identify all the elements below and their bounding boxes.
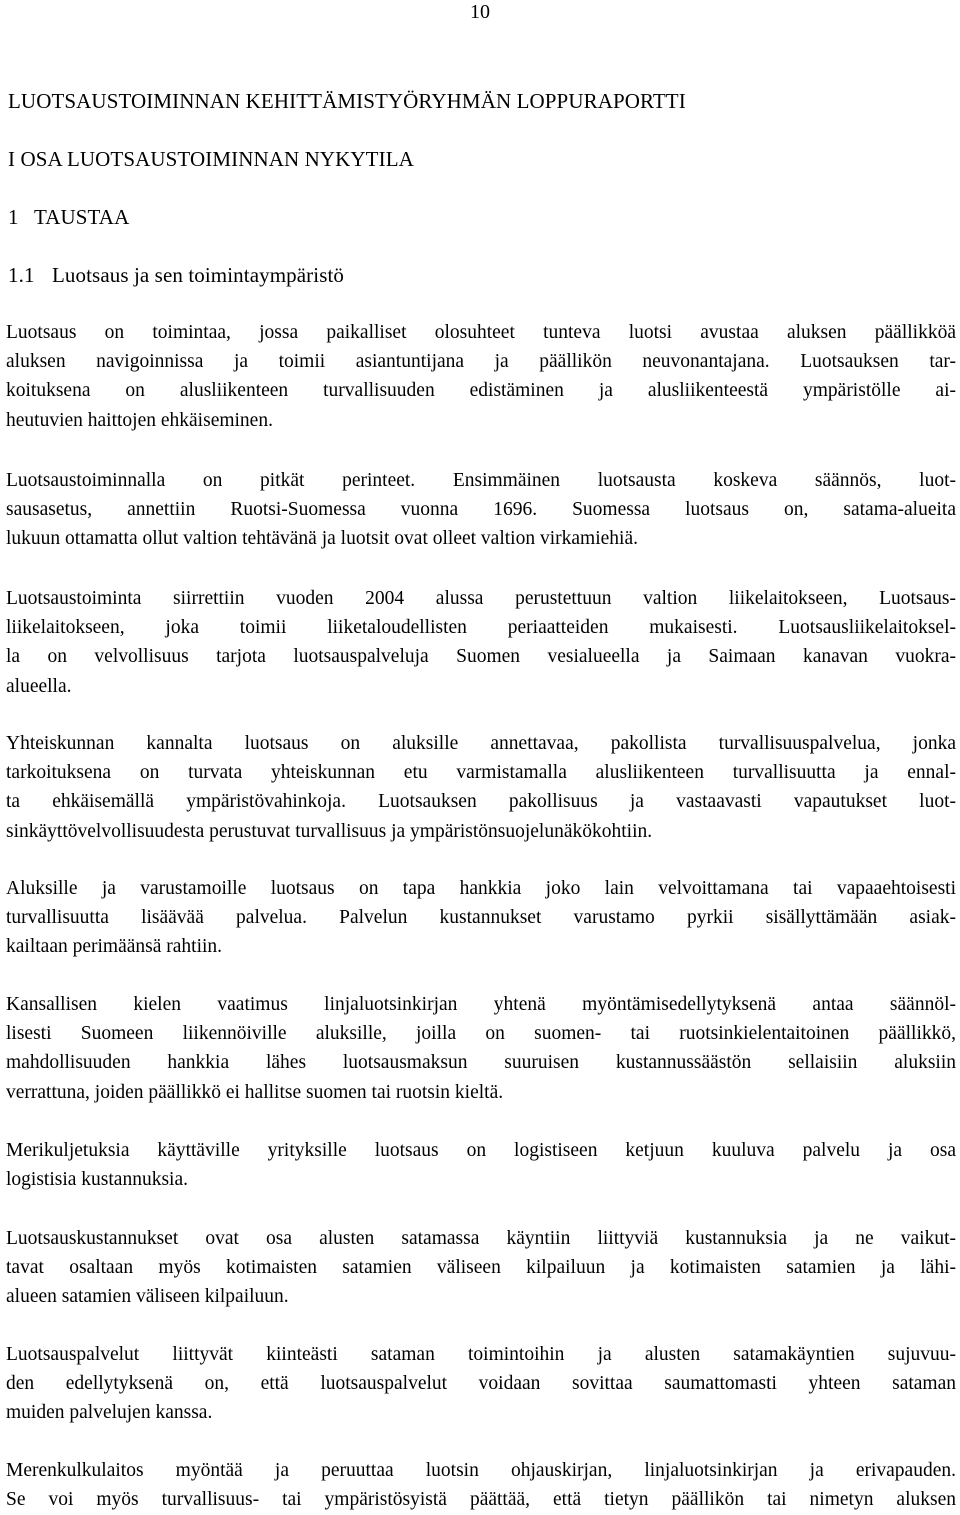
paragraph-line: logistisia kustannuksia. <box>6 1169 188 1191</box>
paragraph <box>6 318 956 435</box>
paragraph-line: Luotsauskustannukset ovat osa alusten satamassa käyntiin liittyviä kustannuksia ja ne vaikut- <box>6 1228 956 1249</box>
paragraph <box>6 729 956 846</box>
paragraph-line: Merenkulkulaitos myöntää ja peruuttaa luotsin ohjauskirjan, linjaluotsinkirjan ja erivapauden. <box>6 1460 956 1481</box>
paragraph-line: la on velvollisuus tarjota luotsauspalveluja Suomen vesialueella ja Saimaan kanavan vuokra- <box>6 646 956 668</box>
paragraph-line: Luotsaustoiminta siirrettiin vuoden 2004 alussa perustettuun valtion liikelaitokseen, Luotsaus- <box>6 588 956 609</box>
paragraph <box>6 990 956 1107</box>
paragraph-line: Merikuljetuksia käyttäville yrityksille luotsaus on logistiseen ketjuun kuuluva palvelu ja osa <box>6 1140 956 1161</box>
paragraph-line: Se voi myös turvallisuus- tai ympäristösyistä päättää, että tietyn päällikön tai nimetyn aluksen <box>6 1489 956 1511</box>
part-heading: I OSA LUOTSAUSTOIMINNAN NYKYTILA <box>8 147 414 171</box>
paragraph-line: Aluksille ja varustamoille luotsaus on tapa hankkia joko lain velvoittamana tai vapaaehtoisesti <box>6 878 956 899</box>
paragraph-line: Luotsaustoiminnalla on pitkät perinteet. Ensimmäinen luotsausta koskeva säännös, luot- <box>6 470 956 491</box>
page-number: 10 <box>470 1 490 23</box>
paragraph-line: heutuvien haittojen ehkäiseminen. <box>6 409 273 431</box>
section-heading <box>8 204 129 230</box>
section-number: 1 <box>8 205 19 229</box>
subsection-title: Luotsaus ja sen toimintaympäristö <box>52 263 345 287</box>
paragraph-line: sausasetus, annettiin Ruotsi-Suomessa vuonna 1696. Suomessa luotsaus on, satama-alueita <box>6 499 956 521</box>
paragraph <box>6 1224 956 1312</box>
paragraph-line: turvallisuutta lisäävää palvelua. Palvelun kustannukset varustamo pyrkii sisällyttämään asiak- <box>6 907 956 929</box>
paragraph <box>6 874 956 962</box>
paragraph-line: alueen satamien väliseen kilpailuun. <box>6 1286 289 1308</box>
paragraph-line: lukuun ottamatta ollut valtion tehtävänä ja luotsit ovat olleet valtion virkamiehiä. <box>6 528 638 550</box>
paragraph <box>6 1456 956 1514</box>
paragraph <box>6 1136 956 1194</box>
paragraph-line: ta ehkäisemällä ympäristövahinkoja. Luotsauksen pakollisuus ja vastaavasti vapautukset luot- <box>6 791 956 813</box>
paragraph-line: koituksena on alusliikenteen turvallisuuden edistäminen ja alusliikenteestä ympäristölle ai- <box>6 380 956 402</box>
paragraph-line: liikelaitokseen, joka toimii liiketaloudellisten periaatteiden mukaisesti. Luotsausliikelaitoksel- <box>6 617 956 639</box>
paragraph <box>6 466 956 554</box>
paragraph-line: Yhteiskunnan kannalta luotsaus on aluksille annettavaa, pakollista turvallisuuspalvelua, jonka <box>6 733 956 754</box>
paragraph-line: muiden palvelujen kanssa. <box>6 1402 213 1424</box>
paragraph <box>6 1340 956 1428</box>
paragraph-line: alueella. <box>6 675 72 697</box>
paragraph-line: sinkäyttövelvollisuudesta perustuvat turvallisuus ja ympäristönsuojelunäkökohtiin. <box>6 820 653 842</box>
paragraph <box>6 584 956 701</box>
section-title: TAUSTAA <box>34 205 130 229</box>
paragraph-line: Luotsauspalvelut liittyvät kiinteästi sataman toimintoihin ja alusten satamakäyntien sujuvuu- <box>6 1344 956 1365</box>
paragraph-line: verrattuna, joiden päällikkö ei hallitse suomen tai ruotsin kieltä. <box>6 1081 504 1103</box>
paragraph-line: Kansallisen kielen vaatimus linjaluotsinkirjan yhtenä myöntämisedellytyksenä antaa säännöl- <box>6 994 956 1015</box>
paragraph-line: mahdollisuuden hankkia lähes luotsausmaksun suuruisen kustannussäästön sellaisiin aluksiin <box>6 1052 956 1074</box>
subsection-number: 1.1 <box>8 263 35 287</box>
paragraph-line: tarkoituksena on turvata yhteiskunnan etu varmistamalla alusliikenteen turvallisuutta ja ennal- <box>6 762 956 784</box>
paragraph-line: tavat osaltaan myös kotimaisten satamien väliseen kilpailuun ja kotimaisten satamien ja lähi- <box>6 1257 956 1279</box>
paragraph-line: lisesti Suomeen liikennöiville aluksille, joilla on suomen- tai ruotsinkielentaitoinen päällikkö, <box>6 1023 956 1045</box>
paragraph-line: aluksen navigoinnissa ja toimii asiantuntijana ja päällikön neuvonantajana. Luotsauksen tar- <box>6 351 956 373</box>
subsection-heading <box>8 262 344 288</box>
paragraph-line: kailtaan perimäänsä rahtiin. <box>6 936 223 958</box>
paragraph-line: Luotsaus on toimintaa, jossa paikalliset olosuhteet tunteva luotsi avustaa aluksen päällikköä <box>6 322 956 343</box>
paragraph-line: den edellytyksenä on, että luotsauspalvelut voidaan sovittaa saumattomasti yhteen sataman <box>6 1373 956 1395</box>
report-title: LUOTSAUSTOIMINNAN KEHITTÄMISTYÖRYHMÄN LOPPURAPORTTI <box>8 89 686 113</box>
